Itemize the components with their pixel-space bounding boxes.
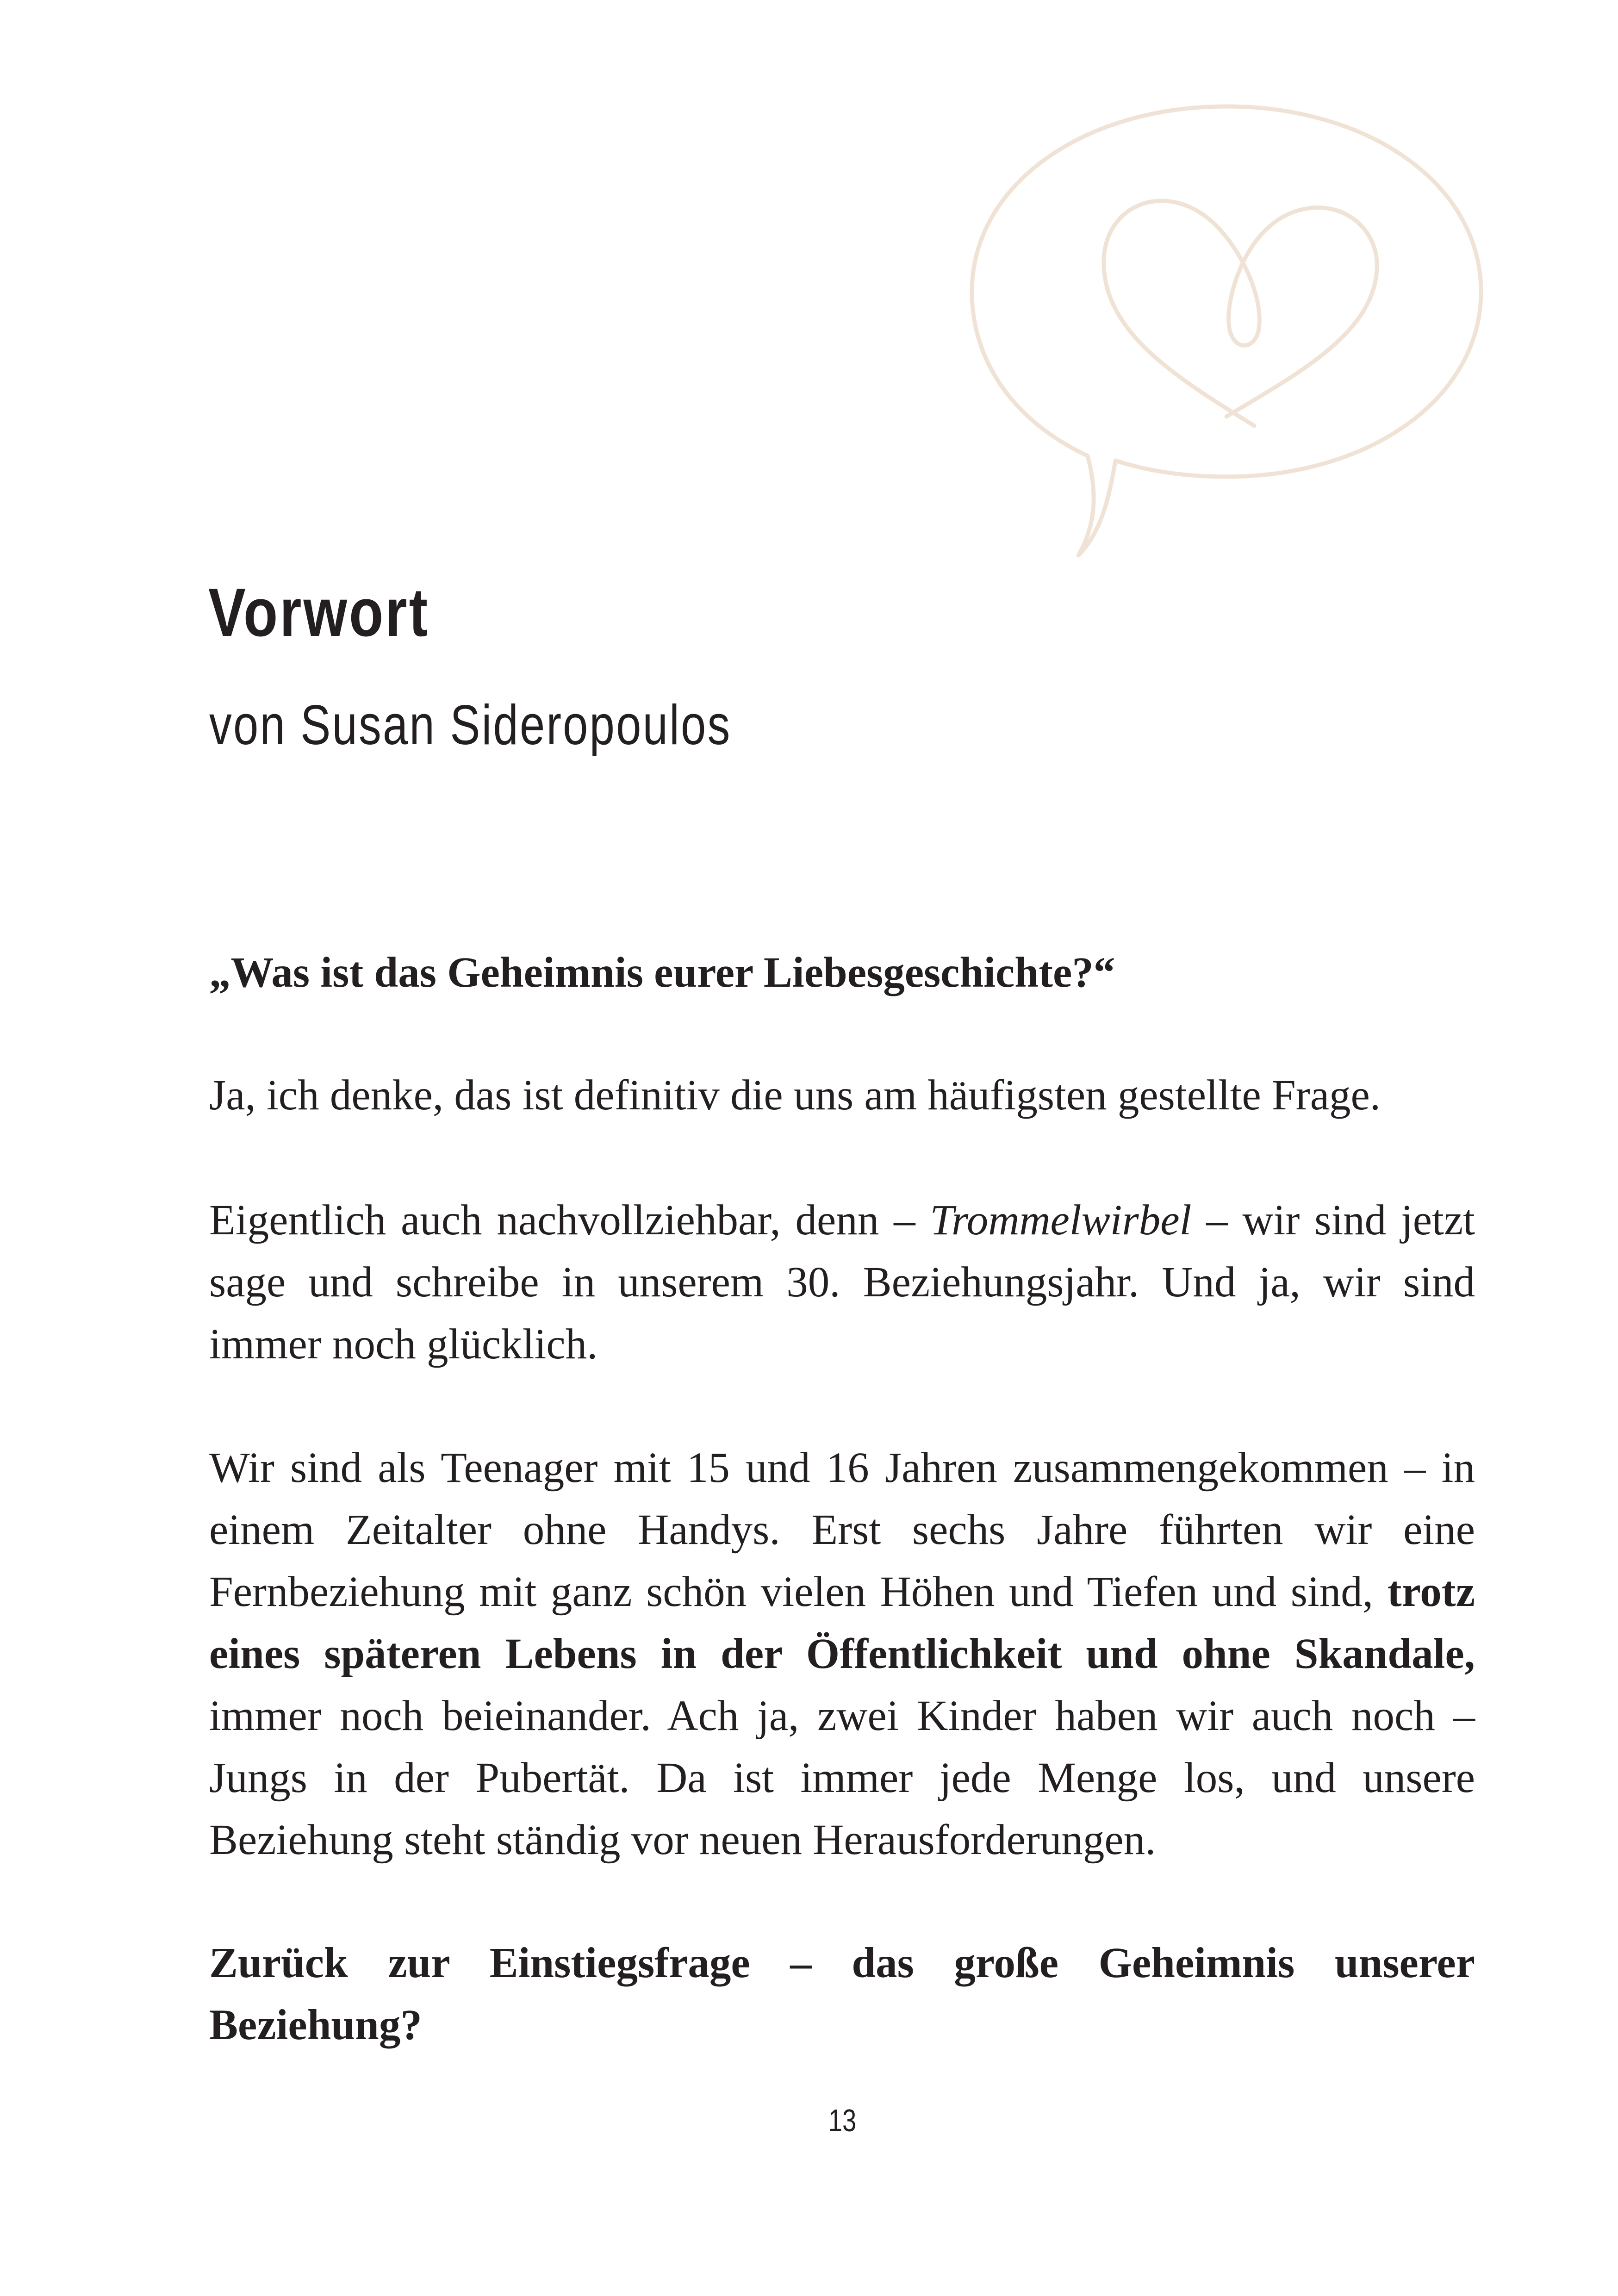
paragraph-3-text-end: immer noch beieinander. Ach ja, zwei Kinder haben wir auch noch – Jungs in der Pubertät. Da ist immer jede Menge los, und unsere Beziehung steht ständig vor neuen Herausforderungen. xyxy=(209,1692,1475,1864)
page-number: 13 xyxy=(828,2103,857,2138)
paragraph-2-text-start: Eigentlich auch nachvollziehbar, denn – xyxy=(209,1196,930,1244)
paragraph-1: Ja, ich denke, das ist definitiv die uns am häufigsten gestellte Frage. xyxy=(209,1071,1381,1119)
speech-bubble-heart-icon xyxy=(963,93,1490,565)
paragraph-2-text-end: – wir sind jetzt sage und schreibe in unserem 30. Beziehungsjahr. Und ja, wir sind immer noch glücklich. xyxy=(209,1196,1475,1368)
closing-question: Zurück zur Einstiegsfrage – das große Geheimnis unserer Beziehung? xyxy=(209,1939,1475,2049)
paragraph-3-bold-text: trotz eines späteren Lebens in der Öffentlichkeit und ohne Skandale, xyxy=(209,1568,1475,1678)
paragraph-3-text-start: Wir sind als Teenager mit 15 und 16 Jahren zusammengekommen – in einem Zeitalter ohne Handys. Erst sechs Jahre führten wir eine Fernbeziehung mit ganz schön vielen Höhen und Tiefen und sind, xyxy=(209,1444,1475,1616)
paragraph-2-emphasis: Trommelwirbel xyxy=(930,1196,1192,1244)
opening-question: „Was ist das Geheimnis eurer Liebesgeschichte?“ xyxy=(209,949,1115,996)
paragraph-2 xyxy=(209,1189,1475,1375)
paragraph-3 xyxy=(209,1437,1475,1871)
page-title: Vorwort xyxy=(208,574,430,651)
page-subtitle: von Susan Sideropoulos xyxy=(209,693,732,756)
